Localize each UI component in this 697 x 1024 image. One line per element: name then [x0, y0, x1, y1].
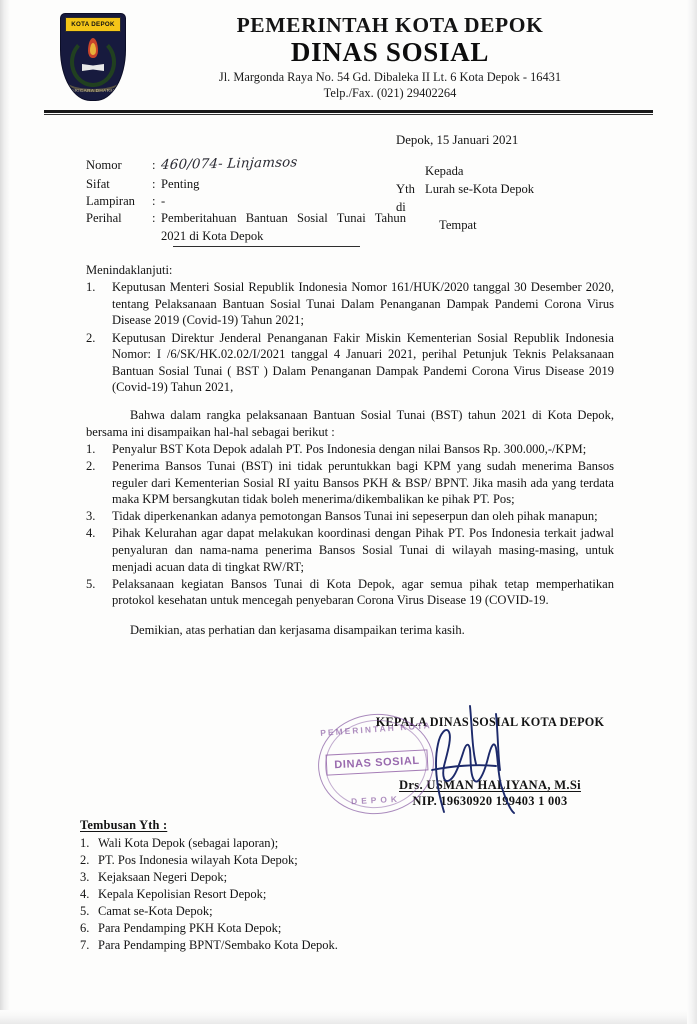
list-item — [80, 920, 510, 937]
list-item — [86, 458, 614, 508]
stamp-arc-top: PEMERINTAH KOTA — [319, 720, 433, 738]
point-text-4: Pihak Kelurahan agar dapat melakukan koordinasi dengan Pihak PT. Pos Indonesia terkait jadwal penyaluran dan nama-nama penerima Bansos Sosial Tunai di wilayah masing-masing, untuk menjadi acuan data di tingkat RW/RT; — [112, 526, 614, 574]
tembusan-number-7: 7. — [80, 938, 90, 952]
signatory-title: KEPALA DINAS SOSIAL KOTA DEPOK — [375, 715, 605, 729]
govt-name: PEMERINTAH KOTA DEPOK — [236, 13, 544, 37]
lampiran-label: Lampiran — [86, 193, 135, 208]
list-item — [86, 279, 614, 329]
lampiran-value: - — [161, 193, 166, 208]
point-number-1: 1. — [86, 441, 96, 456]
tembusan-number-4: 4. — [80, 887, 90, 901]
list-item — [80, 903, 510, 920]
sifat-value: Penting — [161, 176, 200, 191]
reference-number-1: 1. — [86, 280, 96, 295]
sifat-label: Sifat — [86, 176, 110, 191]
tembusan-text-2: PT. Pos Indonesia wilayah Kota Depok; — [98, 853, 298, 867]
point-number-3: 3. — [86, 509, 96, 524]
addressee-yth-row — [396, 181, 534, 199]
letterhead-text — [130, 14, 650, 101]
tembusan-text-3: Kejaksaan Negeri Depok; — [98, 870, 228, 884]
perihal-label: Perihal — [86, 211, 122, 226]
point-text-1: Penyalur BST Kota Depok adalah PT. Pos Indonesia dengan nilai Bansos Rp. 300.000,-/KPM; — [112, 441, 587, 456]
point-text-2: Penerima Bansos Tunai (BST) ini tidak peruntukkan bagi KPM yang sudah menerima Bansos reguler dari Kementerian Sosial RI yaitu Bansos PKH & BSP/ BPNT. Jika masih ada yang terdata maka KPM bersangkutan tidak boleh menerima/dikembalikan ke pihak PT. Pos; — [112, 458, 614, 507]
body-paragraph-text: Bahwa dalam rangka pelaksanaan Bantuan Sosial Tunai (BST) tahun 2021 di Kota Depok, bersama ini disampaikan hal-hal sebagai berikut : — [86, 407, 614, 439]
sifat-colon: : — [152, 176, 156, 191]
tembusan-text-6: Para Pendamping PKH Kota Depok; — [98, 921, 282, 935]
addressee-yth-value: Lurah se-Kota Depok — [425, 181, 535, 196]
point-text-3: Tidak diperkenankan adanya pemotongan Bansos Tunai ini sepeserpun dan oleh pihak manapun; — [112, 509, 598, 524]
closing-text: Demikian, atas perhatian dan kerjasama disampaikan terima kasih. — [130, 622, 465, 637]
tembusan-text-7: Para Pendamping BPNT/Sembako Kota Depok. — [98, 938, 338, 952]
list-item — [86, 441, 614, 458]
addressee-tempat: Tempat — [439, 217, 477, 232]
crest-banner — [65, 17, 121, 32]
tembusan-text-4: Kepala Kepolisian Resort Depok; — [98, 887, 267, 901]
list-item — [80, 835, 510, 852]
tembusan-number-5: 5. — [80, 904, 90, 918]
addressee-kepada: Kepada — [425, 164, 464, 178]
list-item — [80, 937, 510, 954]
addressee-di: di — [396, 199, 406, 214]
letterhead-divider — [44, 110, 653, 115]
list-item — [86, 576, 614, 609]
meta-row-sifat — [86, 176, 406, 193]
list-item — [86, 330, 614, 396]
point-number-4: 4. — [86, 526, 96, 541]
office-phone: Telp./Fax. (021) 29402264 — [323, 85, 457, 100]
points-list — [86, 441, 614, 609]
date-line: Depok, 15 Januari 2021 — [396, 133, 519, 147]
point-text-5: Pelaksanaan kegiatan Bansos Tunai di Kota Depok, agar semua pihak tetap memperhatikan protokol kesehatan untuk mencegah penyebaran Corona Virus Disease 19 (COVID-19. — [112, 576, 614, 608]
nomor-colon: : — [152, 158, 156, 172]
crest-motto-text: PARICARA DHARMA — [67, 88, 119, 93]
list-item — [80, 886, 510, 903]
reference-list — [86, 279, 614, 396]
closing-paragraph — [86, 622, 614, 639]
stamp-center-text: DINAS SOSIAL — [334, 754, 420, 771]
signature-block — [340, 715, 640, 809]
kota-depok-crest-icon — [60, 13, 126, 101]
tembusan-block — [80, 818, 510, 954]
lampiran-colon: : — [152, 193, 156, 208]
addressee-block — [396, 163, 534, 235]
perihal-underline — [173, 246, 360, 247]
addressee-yth-label: Yth — [396, 181, 415, 196]
office-address: Jl. Margonda Raya No. 54 Gd. Dibaleka II Lt. 6 Kota Depok - 16431 — [218, 70, 562, 85]
tembusan-list — [80, 835, 510, 954]
perihal-value: Pemberitahuan Bantuan Sosial Tunai Tahun 2021 di Kota Depok — [161, 211, 406, 243]
nomor-label: Nomor — [86, 158, 122, 172]
list-item — [80, 869, 510, 886]
tembusan-heading: Tembusan Yth : — [80, 818, 168, 832]
point-number-5: 5. — [86, 576, 96, 591]
intro-heading: Menindaklanjuti: — [86, 263, 173, 277]
nomor-value-handwritten: 460/074- Linjamsos — [160, 155, 298, 174]
crest-banner-label: KOTA DEPOK — [71, 21, 115, 28]
signatory-name: Drs. USMAN HALIYANA, M.Si — [399, 778, 581, 792]
tembusan-number-2: 2. — [80, 853, 90, 867]
reference-text-2: Keputusan Direktur Jenderal Penanganan Fakir Miskin Kementerian Sosial Republik Indonesia Nomor: I /6/SK/HK.02.02/I/2021 tanggal 4 Januari 2021, perihal Petunjuk Teknis Pelaksanaan Bantuan Sosial Tunai ( BST ) Dalam Penanganan Dampak Pandemi Corona Virus Disease 2019 (Covid-19) Tahun 2021, — [112, 330, 614, 395]
signatory-nip: NIP. 19630920 199403 1 003 — [412, 794, 568, 808]
meta-row-perihal — [86, 210, 406, 245]
nomor-value-wrap — [161, 157, 406, 176]
reference-text-1: Keputusan Menteri Sosial Republik Indonesia Nomor 161/HUK/2020 tanggal 30 Desember 2020, tentang Pelaksanaan Bantuan Sosial Tunai Dalam Penanganan Dampak Pandemi Corona Virus Disease 2019 (Covid-19) Tahun 2021; — [112, 280, 614, 328]
letter-meta-block — [86, 157, 406, 245]
tembusan-number-6: 6. — [80, 921, 90, 935]
letter-content — [86, 262, 614, 639]
tembusan-text-5: Camat se-Kota Depok; — [98, 904, 213, 918]
letterhead — [0, 0, 697, 108]
department-name: DINAS SOSIAL — [290, 36, 490, 67]
stamp-arc-bottom: DEPOK — [350, 793, 402, 807]
meta-row-nomor — [86, 157, 406, 176]
list-item — [86, 525, 614, 575]
body-paragraph — [86, 407, 614, 440]
tembusan-number-1: 1. — [80, 836, 90, 850]
tembusan-text-1: Wali Kota Depok (sebagai laporan); — [98, 836, 279, 850]
scan-edge-bottom — [0, 1010, 697, 1024]
tembusan-number-3: 3. — [80, 870, 90, 884]
meta-row-lampiran — [86, 193, 406, 210]
list-item — [80, 852, 510, 869]
list-item — [86, 508, 614, 525]
reference-number-2: 2. — [86, 330, 96, 345]
perihal-colon: : — [152, 211, 156, 226]
point-number-2: 2. — [86, 458, 96, 473]
